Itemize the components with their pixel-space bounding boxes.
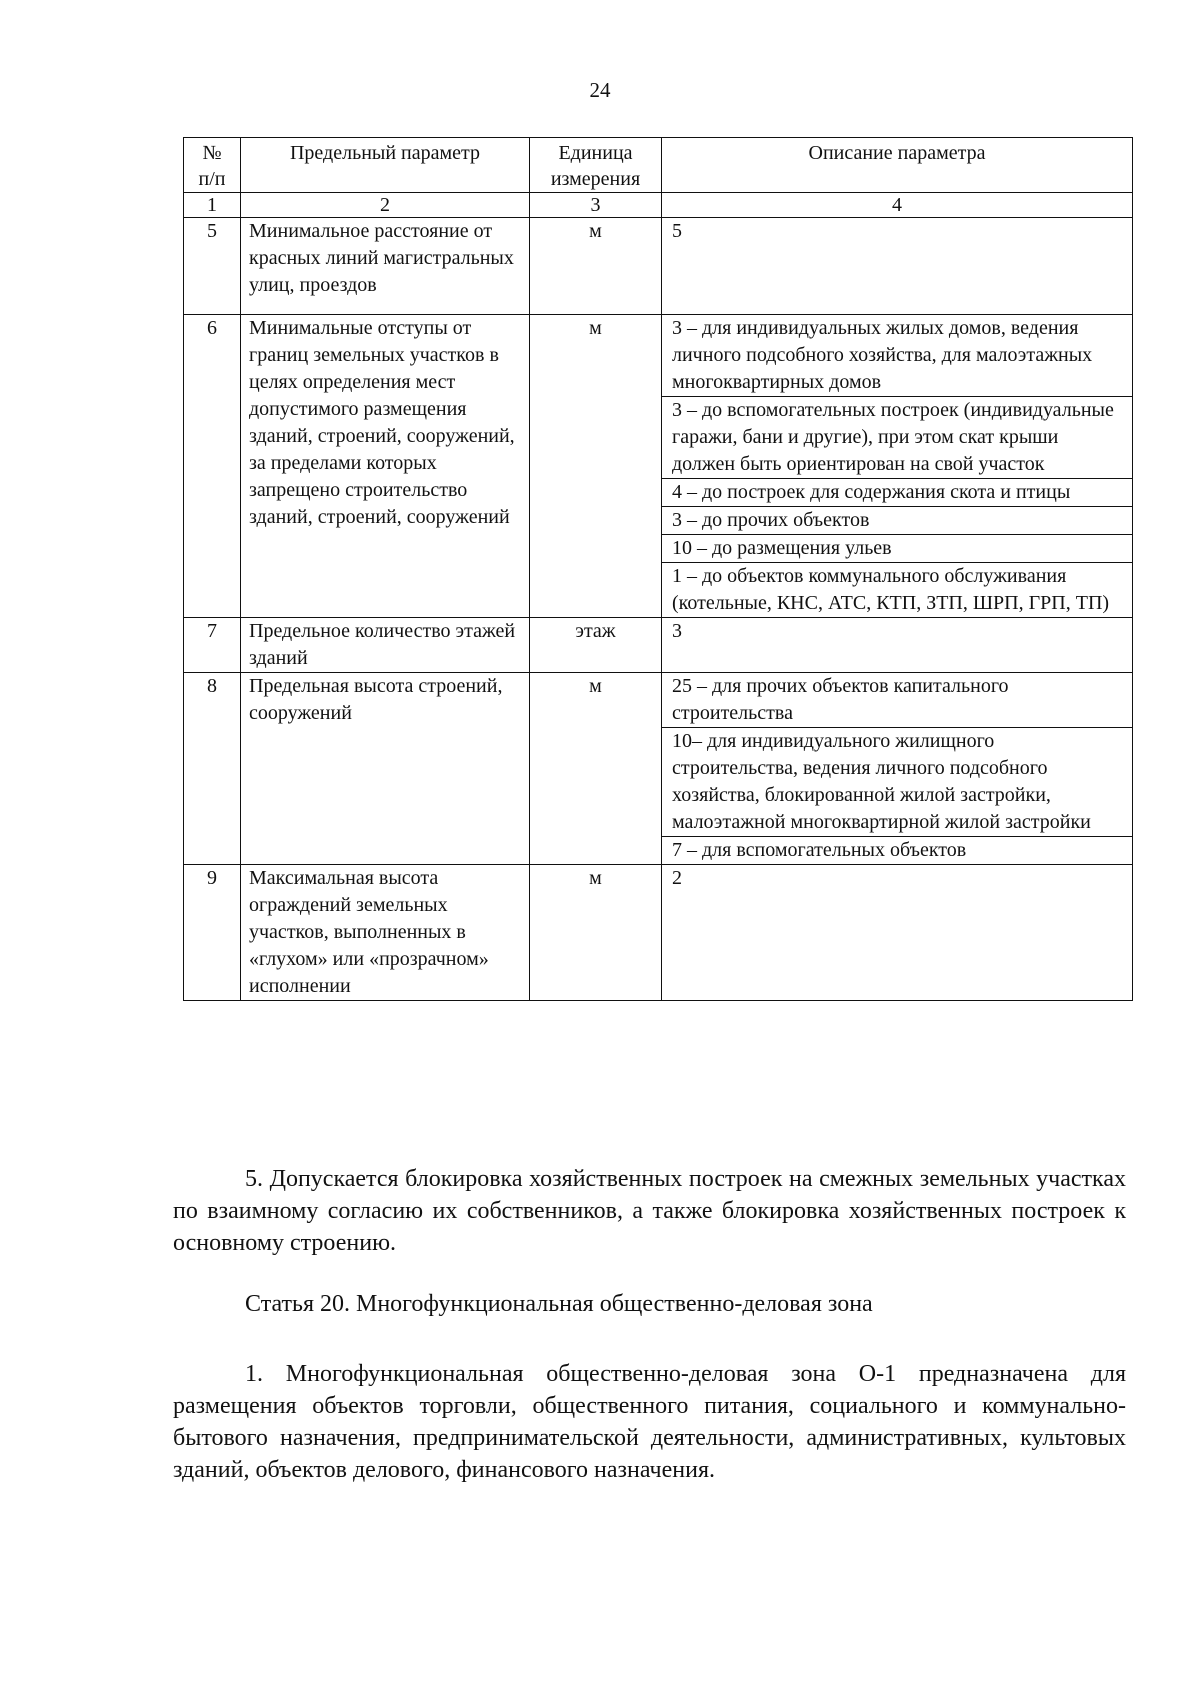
row-unit: м xyxy=(530,218,662,315)
row-description xyxy=(662,673,1133,865)
description-item: 4 – до построек для содержания скота и птицы xyxy=(662,479,1132,507)
description-item: 5 xyxy=(672,220,682,242)
header-description: Описание параметра xyxy=(662,138,1133,193)
table-row xyxy=(184,315,1133,618)
description-item: 10– для индивидуального жилищного строительства, ведения личного подсобного хозяйства, блокированной жилой застройки, малоэтажной многоквартирной жилой застройки xyxy=(662,728,1132,837)
description-item: 3 – до вспомогательных построек (индивидуальные гаражи, бани и другие), при этом скат крыши должен быть ориентирован на свой участок xyxy=(662,397,1132,479)
row-number: 8 xyxy=(184,673,241,865)
parameters-table xyxy=(183,137,1133,1001)
row-unit: м xyxy=(530,315,662,618)
table-row xyxy=(184,865,1133,1001)
header-number: № п/п xyxy=(184,138,241,193)
paragraph-5: 5. Допускается блокировка хозяйственных построек на смежных земельных участках по взаимному согласию их собственников, а также блокировка хозяйственных построек к основному строению. xyxy=(173,1166,1126,1256)
description-item: 10 – до размещения ульев xyxy=(662,535,1132,563)
table-row xyxy=(184,218,1133,315)
column-number: 1 xyxy=(184,193,241,218)
row-parameter: Максимальная высота ограждений земельных участков, выполненных в «глухом» или «прозрачном» исполнении xyxy=(241,865,530,1001)
description-item: 3 – до прочих объектов xyxy=(662,507,1132,535)
row-description xyxy=(662,315,1133,618)
description-item: 7 – для вспомогательных объектов xyxy=(672,839,967,861)
row-unit: м xyxy=(530,865,662,1001)
row-unit: этаж xyxy=(530,618,662,673)
row-number: 5 xyxy=(184,218,241,315)
column-number: 3 xyxy=(530,193,662,218)
page-number: 24 xyxy=(589,78,611,102)
row-description xyxy=(662,218,1133,315)
row-number: 9 xyxy=(184,865,241,1001)
table-row xyxy=(184,618,1133,673)
row-description xyxy=(662,865,1133,1001)
header-unit: Единица измерения xyxy=(530,138,662,193)
row-parameter: Минимальные отступы от границ земельных участков в целях определения мест допустимого размещения зданий, строений, сооружений, за пределами которых запрещено строительство зданий, строений, сооружений xyxy=(241,315,530,618)
row-parameter: Предельная высота строений, сооружений xyxy=(241,673,530,865)
description-item: 3 – для индивидуальных жилых домов, ведения личного подсобного хозяйства, для малоэтажных многоквартирных домов xyxy=(662,315,1132,397)
row-number: 6 xyxy=(184,315,241,618)
description-item: 2 xyxy=(672,867,682,889)
description-item: 3 xyxy=(672,620,682,642)
header-parameter: Предельный параметр xyxy=(241,138,530,193)
description-item: 25 – для прочих объектов капитального строительства xyxy=(662,673,1132,728)
row-unit: м xyxy=(530,673,662,865)
paragraph-1: 1. Многофункциональная общественно-деловая зона О-1 предназначена для размещения объектов торговли, общественного питания, социального и коммунально-бытового назначения, предпринимательской деятельности, административных, культовых зданий, объектов делового, финансового назначения. xyxy=(173,1361,1126,1483)
column-number: 2 xyxy=(241,193,530,218)
table-header-row xyxy=(184,138,1133,193)
row-parameter: Предельное количество этажей зданий xyxy=(241,618,530,673)
table-row xyxy=(184,673,1133,865)
article-heading: Статья 20. Многофункциональная общественно-деловая зона xyxy=(245,1291,873,1317)
column-numbers-row xyxy=(184,193,1133,218)
row-number: 7 xyxy=(184,618,241,673)
row-description xyxy=(662,618,1133,673)
row-parameter: Минимальное расстояние от красных линий магистральных улиц, проездов xyxy=(241,218,530,315)
description-item: 1 – до объектов коммунального обслуживания (котельные, КНС, АТС, КТП, ЗТП, ШРП, ГРП, ТП) xyxy=(672,565,1110,614)
column-number: 4 xyxy=(662,193,1133,218)
